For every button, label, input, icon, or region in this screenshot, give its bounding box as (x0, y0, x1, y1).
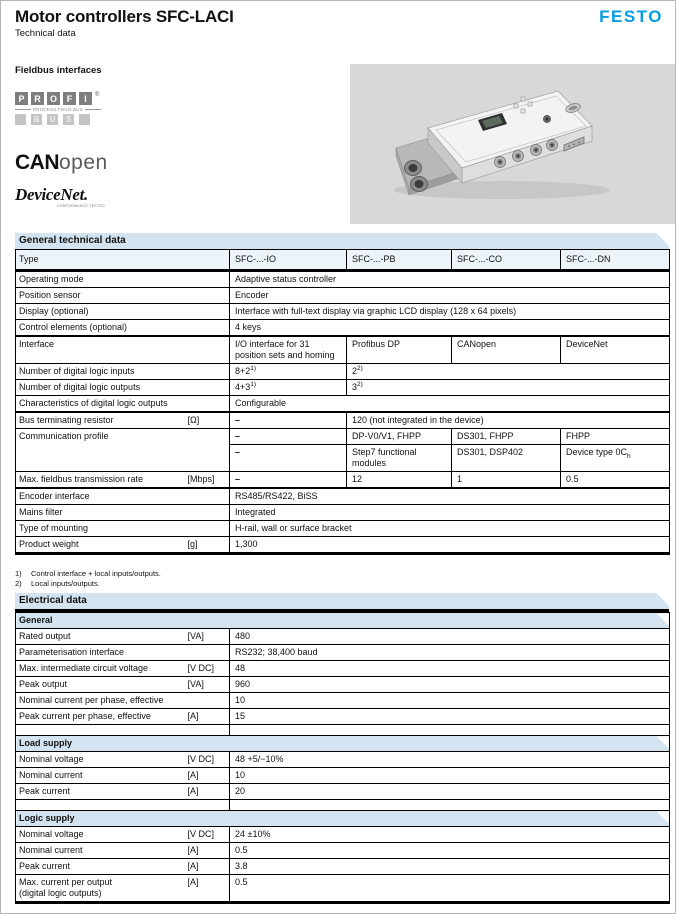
footnote (15, 569, 669, 579)
cell-value: 15 (230, 709, 670, 725)
electrical-table (15, 612, 670, 904)
cell-unit: [A] (186, 875, 230, 903)
footnote-text: Control interface + local inputs/outputs. (31, 569, 161, 578)
footnote-text: Local inputs/outputs. (31, 579, 100, 588)
cell-label: Max. fieldbus transmission rate (16, 472, 186, 489)
table-row (16, 859, 670, 875)
general-technical-data-table (15, 233, 669, 589)
cell-label: Characteristics of digital logic outputs (16, 396, 186, 413)
profibus-letter: R (31, 92, 44, 105)
cell-unit (186, 488, 230, 505)
table-row (16, 693, 670, 709)
canopen-light-text: open (59, 151, 108, 174)
cell-label: Nominal current (16, 843, 186, 859)
spacer-cell (16, 725, 230, 736)
cell-label: Interface (16, 336, 186, 364)
cell-value: DP-V0/V1, FHPP (347, 429, 452, 445)
cell-label: Peak current (16, 859, 186, 875)
cell-label: Rated output (16, 629, 186, 645)
page-title: Motor controllers SFC-LACI (15, 7, 234, 26)
table-row (16, 472, 670, 489)
table-row (16, 250, 670, 271)
cell-label: Type of mounting (16, 521, 186, 537)
cell-unit (186, 364, 230, 380)
cell-label: Type (16, 250, 186, 271)
cell-value: CANopen (452, 336, 561, 364)
cell-value: 10 (230, 693, 670, 709)
cell-value: Profibus DP (347, 336, 452, 364)
cell-type-column: SFC-...-IO (230, 250, 347, 271)
section-heading: General (16, 613, 670, 629)
profibus-letter: O (47, 92, 60, 105)
cell-value: 960 (230, 677, 670, 693)
product-photo (350, 64, 675, 224)
cell-unit (186, 693, 230, 709)
cell-value: Step7 functional modules (347, 445, 452, 472)
cell-unit: [V DC] (186, 752, 230, 768)
footnote-marker: 2) (15, 579, 22, 588)
bus-box (15, 114, 26, 125)
cell-value: Interface with full-text display via graphic LCD display (128 x 64 pixels) (230, 304, 670, 320)
section-band (16, 736, 670, 752)
cell-label: Nominal current per phase, effective (16, 693, 186, 709)
canopen-logo (15, 151, 165, 175)
cell-label: Mains filter (16, 505, 186, 521)
electrical-data-table (15, 593, 669, 904)
section-band (16, 613, 670, 629)
cell-unit (186, 380, 230, 396)
product-device-illustration (350, 64, 675, 224)
profibus-logo (15, 92, 165, 125)
devicenet-logo (15, 185, 165, 208)
cell-unit: [A] (186, 784, 230, 800)
cell-label: Max. intermediate circuit voltage (16, 661, 186, 677)
profibus-letter: I (79, 92, 92, 105)
cell-label: Peak current per phase, effective (16, 709, 186, 725)
cell-value: 1 (452, 472, 561, 489)
cell-unit: [VA] (186, 629, 230, 645)
table-row (16, 488, 670, 505)
profibus-busline (15, 107, 101, 112)
table-row (16, 364, 670, 380)
bus-box: U (47, 114, 58, 125)
cell-unit (186, 304, 230, 320)
fieldbus-heading: Fieldbus interfaces (15, 65, 102, 76)
table-row (16, 304, 670, 320)
spacer-cell (16, 800, 230, 811)
table-title: Electrical data (19, 595, 87, 606)
profibus-letter: P (15, 92, 28, 105)
cell-value: Device type $0C_h$ (561, 445, 670, 472)
cell-value: 0.5 (561, 472, 670, 489)
table-row (16, 677, 670, 693)
bus-line (85, 109, 101, 110)
cell-unit: [V DC] (186, 827, 230, 843)
cell-unit (186, 250, 230, 271)
cell-value: 0.5 (230, 875, 670, 903)
bus-box (79, 114, 90, 125)
table-row (16, 768, 670, 784)
cell-label: Control elements (optional) (16, 320, 186, 337)
cell-value: 4 keys (230, 320, 670, 337)
cell-value: 48 +5/−10% (230, 752, 670, 768)
cell-type-column: SFC-...-CO (452, 250, 561, 271)
cell-value: Adaptive status controller (230, 271, 670, 288)
cell-unit: [A] (186, 843, 230, 859)
cell-unit: [A] (186, 709, 230, 725)
cell-label: Peak current (16, 784, 186, 800)
cell-value: – (230, 472, 347, 489)
cell-value: FHPP (561, 429, 670, 445)
cell-label: Max. current per output (digital logic outputs) (16, 875, 186, 903)
cell-type-column: SFC-...-PB (347, 250, 452, 271)
cell-unit (186, 320, 230, 337)
cell-label: Bus terminating resistor (16, 412, 186, 429)
table-row (16, 537, 670, 554)
general-table-header-band (15, 233, 669, 249)
cell-unit (186, 336, 230, 364)
cell-unit (186, 271, 230, 288)
cell-unit: [Ω] (186, 412, 230, 429)
footnote-marker: 1) (15, 569, 22, 578)
table-title: General technical data (19, 235, 126, 246)
spacer-cell (230, 725, 670, 736)
cell-label: Peak output (16, 677, 186, 693)
table-row (16, 380, 670, 396)
cell-unit (186, 521, 230, 537)
cell-unit: [VA] (186, 677, 230, 693)
cell-value: 48 (230, 661, 670, 677)
cell-label: Nominal voltage (16, 752, 186, 768)
cell-label: Communication profile (16, 429, 186, 472)
cell-value: 10 (230, 768, 670, 784)
cell-value: Integrated (230, 505, 670, 521)
registered-mark: ® (95, 92, 100, 98)
cell-value: – (230, 412, 347, 429)
cell-unit (186, 288, 230, 304)
profibus-bus-boxes (15, 114, 165, 125)
cell-unit: [A] (186, 859, 230, 875)
fieldbus-section (15, 65, 165, 208)
general-table (15, 249, 670, 555)
bus-line (15, 109, 31, 110)
cell-value: 12 (347, 472, 452, 489)
spacer-cell (230, 800, 670, 811)
bus-box: B (31, 114, 42, 125)
footnote (15, 579, 669, 589)
cell-value: H-rail, wall or surface bracket (230, 521, 670, 537)
table-row (16, 505, 670, 521)
cell-unit (186, 429, 230, 472)
table-row (16, 412, 670, 429)
page-subtitle: Technical data (15, 28, 76, 39)
cell-value: 3.8 (230, 859, 670, 875)
devicenet-text: DeviceNet. (15, 185, 88, 204)
cell-label: Parameterisation interface (16, 645, 186, 661)
section-heading: Logic supply (16, 811, 670, 827)
table-row (16, 784, 670, 800)
cell-value: DS301, DSP402 (452, 445, 561, 472)
electrical-table-header-band (15, 593, 669, 609)
cell-label: Nominal voltage (16, 827, 186, 843)
spacer-row (16, 800, 670, 811)
profibus-subtext: PROCESS FIELD BUS (33, 107, 83, 112)
cell-unit (186, 396, 230, 413)
cell-label: Encoder interface (16, 488, 186, 505)
section-heading: Load supply (16, 736, 670, 752)
devicenet-subtext: CONFORMANCE TESTED (57, 204, 105, 208)
festo-logo: FESTO (599, 7, 663, 26)
cell-value: 120 (not integrated in the device) (347, 412, 670, 429)
cell-unit: [A] (186, 768, 230, 784)
profibus-letter: F (63, 92, 76, 105)
table-row (16, 288, 670, 304)
cell-value: 20 (230, 784, 670, 800)
cell-value: – (230, 429, 347, 445)
cell-value: 480 (230, 629, 670, 645)
cell-unit: [g] (186, 537, 230, 554)
cell-value: DeviceNet (561, 336, 670, 364)
canopen-bold-text: CAN (15, 151, 59, 174)
table-row (16, 336, 670, 364)
table-row (16, 661, 670, 677)
table-row (16, 843, 670, 859)
cell-value: $8+2^{1)}$ (230, 364, 347, 380)
cell-label: Number of digital logic inputs (16, 364, 186, 380)
spacer-row (16, 725, 670, 736)
cell-label: Product weight (16, 537, 186, 554)
table-row (16, 521, 670, 537)
cell-value: I/O interface for 31 position sets and homing (230, 336, 347, 364)
table-row (16, 709, 670, 725)
cell-value: RS485/RS422, BiSS (230, 488, 670, 505)
cell-value: 24 ±10% (230, 827, 670, 843)
cell-label: Nominal current (16, 768, 186, 784)
footnotes (15, 569, 669, 589)
table-row (16, 875, 670, 903)
cell-unit: [V DC] (186, 661, 230, 677)
cell-value: 1,300 (230, 537, 670, 554)
cell-unit (186, 505, 230, 521)
cell-value: 0.5 (230, 843, 670, 859)
cell-unit (186, 645, 230, 661)
bus-box: S (63, 114, 74, 125)
cell-label: Position sensor (16, 288, 186, 304)
cell-value: 3$^{2)}$ (347, 380, 670, 396)
cell-value: $4+3^{1)}$ (230, 380, 347, 396)
profibus-letter-boxes (15, 92, 165, 105)
cell-value: 2$^{2)}$ (347, 364, 670, 380)
table-row (16, 396, 670, 413)
table-row (16, 752, 670, 768)
cell-label: Number of digital logic outputs (16, 380, 186, 396)
cell-unit: [Mbps] (186, 472, 230, 489)
cell-label: Operating mode (16, 271, 186, 288)
table-row (16, 645, 670, 661)
cell-value: – (230, 445, 347, 472)
table-row (16, 827, 670, 843)
section-band (16, 811, 670, 827)
table-row (16, 320, 670, 337)
cell-value: Encoder (230, 288, 670, 304)
cell-label: Display (optional) (16, 304, 186, 320)
table-row (16, 271, 670, 288)
table-row (16, 629, 670, 645)
table-row (16, 429, 670, 445)
cell-value: DS301, FHPP (452, 429, 561, 445)
cell-value: RS232; 38,400 baud (230, 645, 670, 661)
cell-type-column: SFC-...-DN (561, 250, 670, 271)
cell-value: Configurable (230, 396, 670, 413)
